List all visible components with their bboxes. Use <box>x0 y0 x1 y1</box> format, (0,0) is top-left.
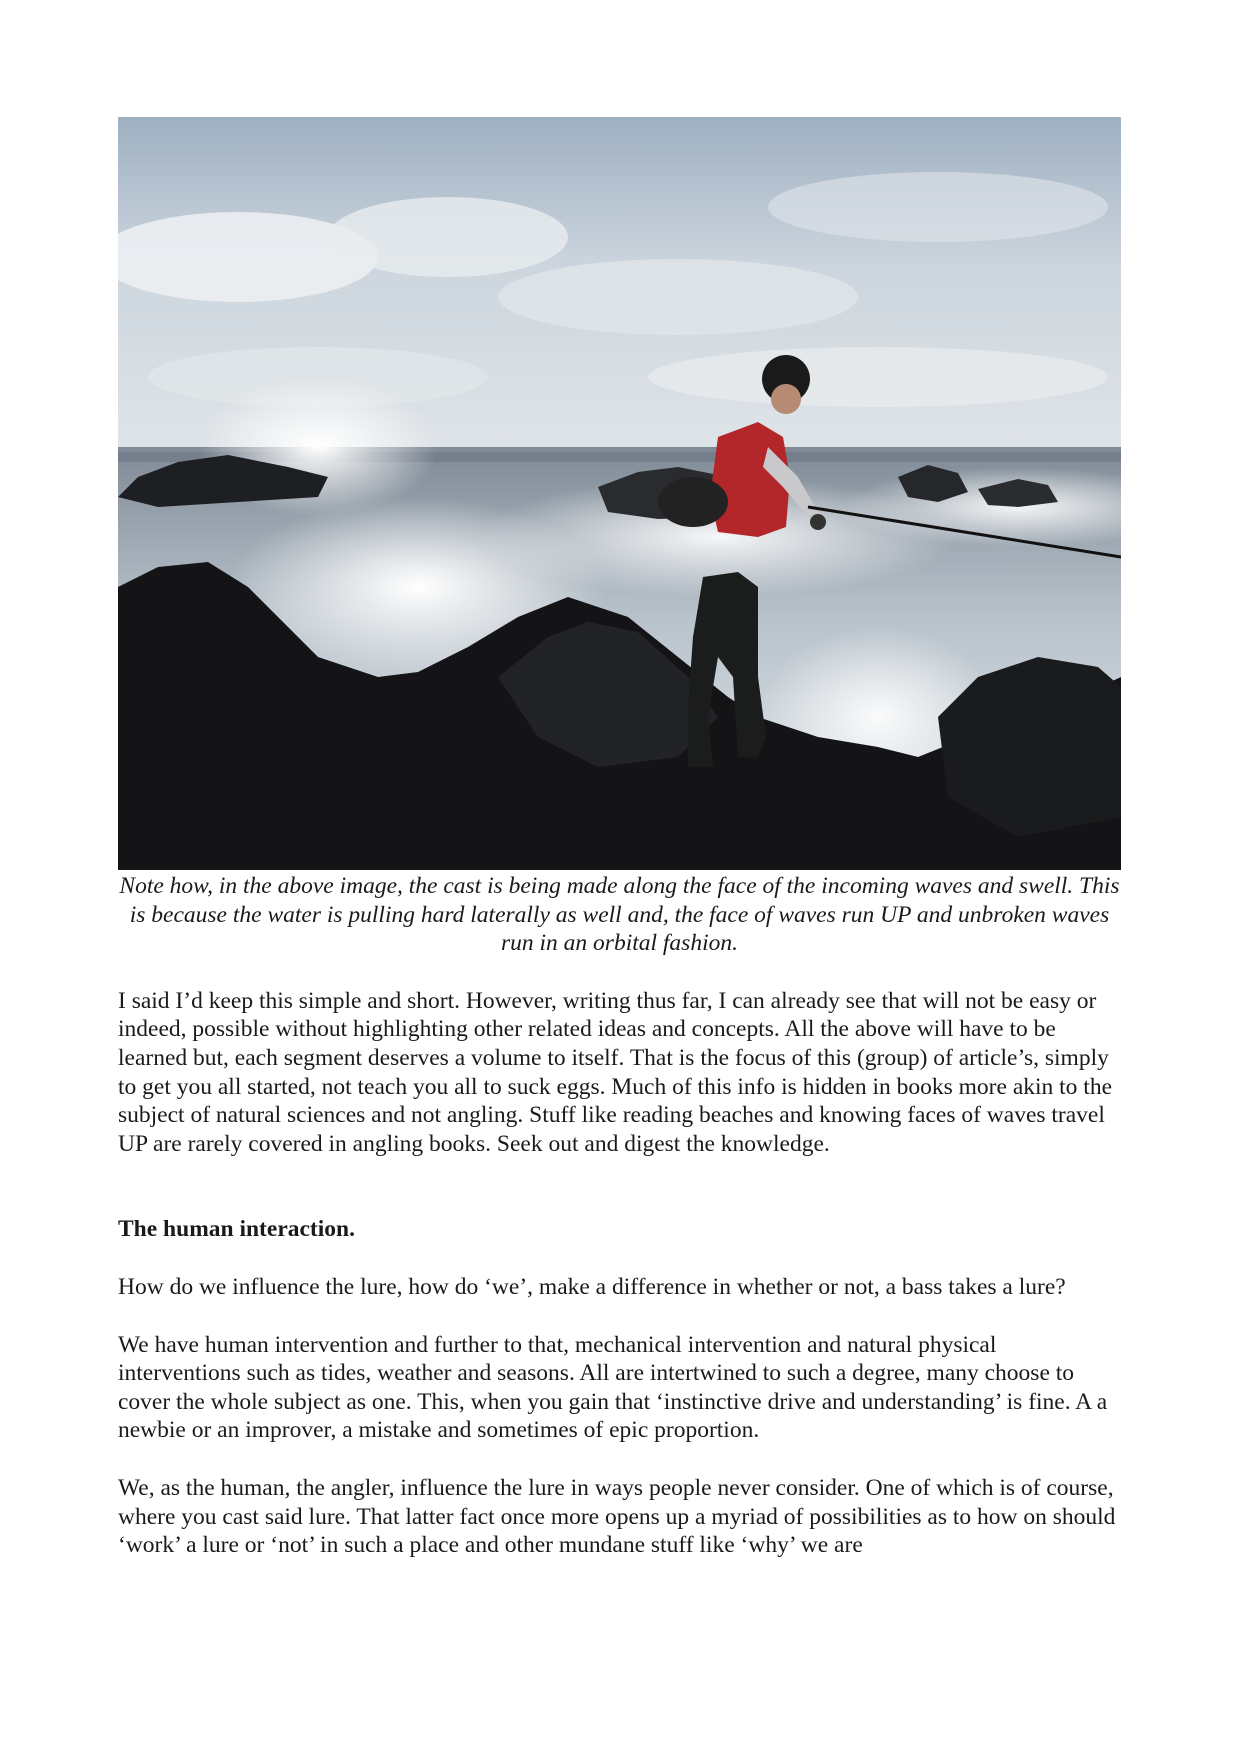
photo-caption: Note how, in the above image, the cast is being made along the face of the incoming waves and swell. This is because the water is pulling hard laterally as well and, the face of waves run UP and unbroken waves run in an orbital fashion. <box>119 873 1120 957</box>
angler-on-rocks-photo <box>118 117 1121 870</box>
document-page <box>118 117 1121 1560</box>
body-paragraph: I said I’d keep this simple and short. However, writing thus far, I can already see that will not be easy or indeed, possible without highlighting other related ideas and concepts. All the above will have to be learned but, each segment deserves a volume to itself. That is the focus of this (group) of article’s, simply to get you all started, not teach you all to suck eggs. Much of this info is hidden in books more akin to the subject of natural sciences and not angling. Stuff like reading beaches and knowing faces of waves travel UP are rarely covered in angling books. Seek out and digest the knowledge. <box>118 987 1113 1157</box>
body-paragraph: How do we influence the lure, how do ‘we’, make a difference in whether or not, a bass takes a lure? <box>118 1273 1066 1300</box>
body-paragraph: We have human intervention and further to that, mechanical intervention and natural physical interventions such as tides, weather and seasons. All are intertwined to such a degree, many choose to cover the whole subject as one. This, when you gain that ‘instinctive drive and understanding’ is fine. A a newbie or an improver, a mistake and sometimes of epic proportion. <box>118 1331 1108 1444</box>
section-heading: The human interaction. <box>118 1216 355 1243</box>
body-paragraph: We, as the human, the angler, influence the lure in ways people never consider. One of which is of course, where you cast said lure. That latter fact once more opens up a myriad of possibilities as to how on should ‘work’ a lure or ‘not’ in such a place and other mundane stuff like ‘why’ we are <box>118 1474 1116 1559</box>
